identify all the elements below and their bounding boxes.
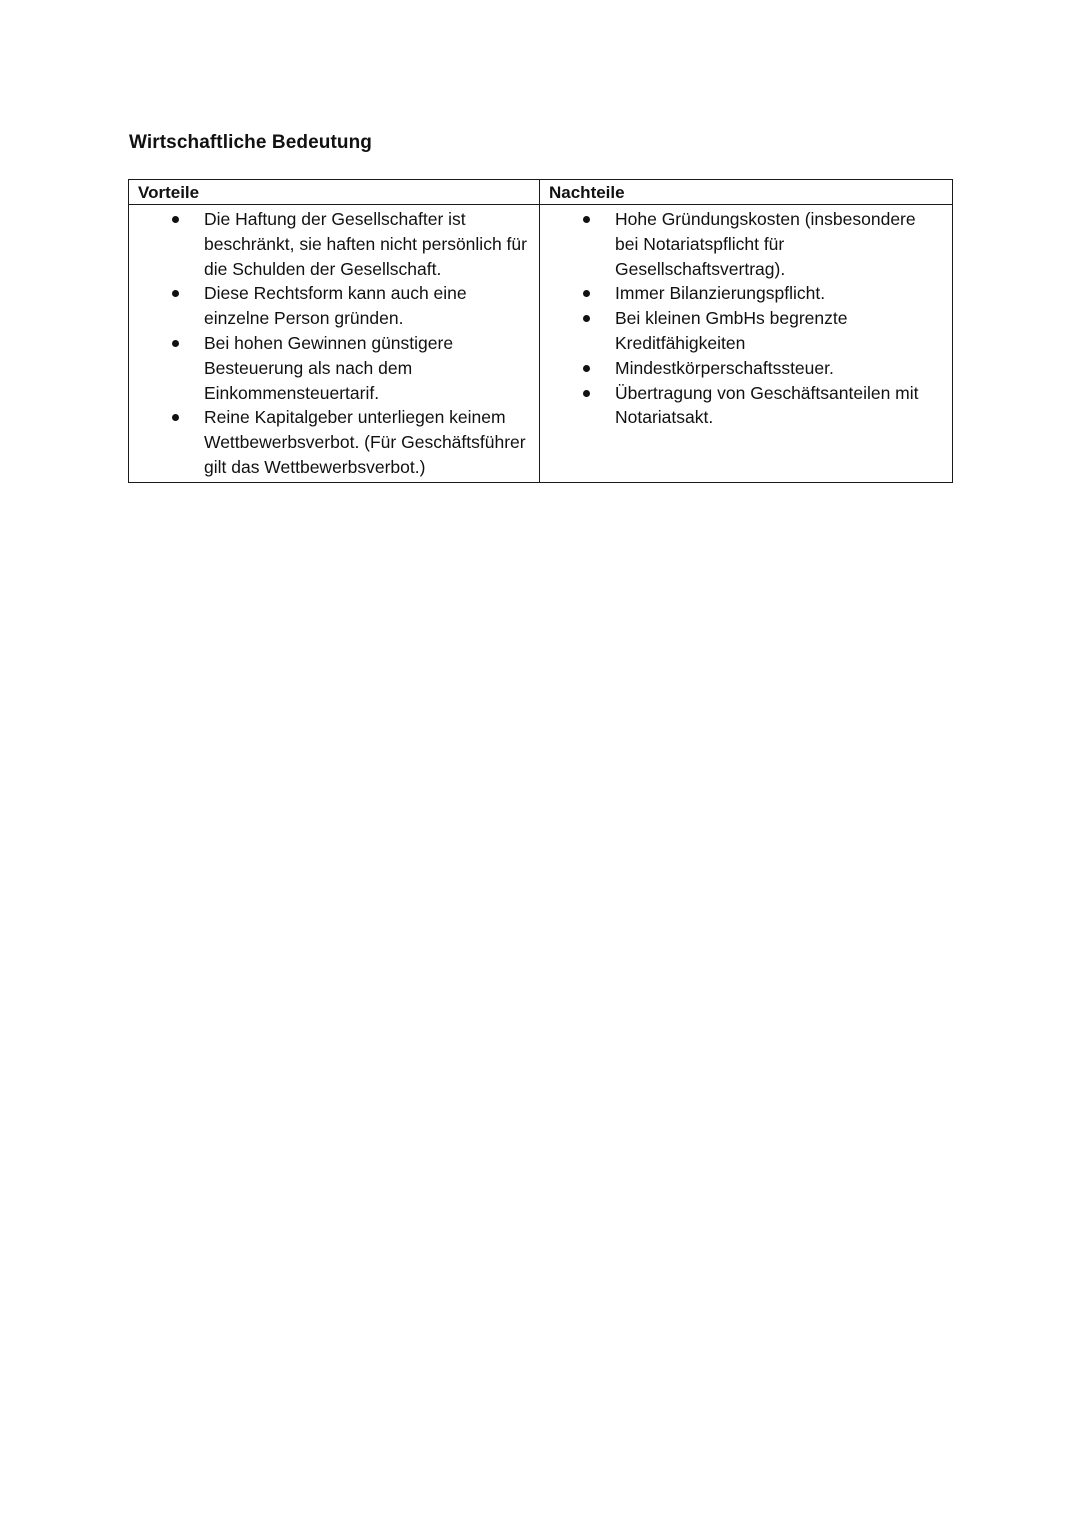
bullet-icon bbox=[172, 290, 179, 297]
bullet-icon bbox=[172, 216, 179, 223]
list-item-text: Immer Bilanzierungspflicht. bbox=[615, 283, 826, 304]
list-item-text: Bei hohen Gewinnen günstigere Besteuerung als nach dem Einkommensteuertarif. bbox=[204, 332, 454, 403]
bullet-icon bbox=[172, 414, 179, 421]
list-item bbox=[129, 331, 527, 405]
table-header-row bbox=[129, 180, 953, 205]
vorteile-cell bbox=[129, 205, 540, 483]
list-item bbox=[540, 381, 940, 431]
bullet-icon bbox=[583, 390, 590, 397]
bullet-icon bbox=[583, 216, 590, 223]
bullet-icon bbox=[583, 290, 590, 297]
list-item-text: Mindestkörperschaftssteuer. bbox=[615, 357, 834, 378]
list-item bbox=[129, 207, 527, 281]
column-header-vorteile: Vorteile bbox=[129, 180, 540, 205]
list-item-text: Diese Rechtsform kann auch eine einzelne Person gründen. bbox=[204, 283, 467, 329]
column-header-nachteile: Nachteile bbox=[540, 180, 953, 205]
pros-cons-table bbox=[128, 179, 953, 483]
nachteile-list bbox=[540, 207, 940, 430]
list-item bbox=[129, 405, 527, 479]
bullet-icon bbox=[583, 315, 590, 322]
bullet-icon bbox=[583, 365, 590, 372]
list-item-text: Reine Kapitalgeber unterliegen keinem Wettbewerbsverbot. (Für Geschäftsführer gilt das Wettbewerbsverbot.) bbox=[204, 407, 526, 477]
bullet-icon bbox=[172, 340, 179, 347]
list-item bbox=[540, 281, 940, 306]
list-item bbox=[129, 281, 527, 331]
list-item-text: Bei kleinen GmbHs begrenzte Kreditfähigkeiten bbox=[615, 308, 848, 353]
list-item-text: Die Haftung der Gesellschafter ist beschränkt, sie haften nicht persönlich für die Schulden der Gesellschaft. bbox=[204, 209, 527, 279]
vorteile-list bbox=[129, 207, 527, 480]
list-item bbox=[540, 306, 940, 356]
list-item-text: Übertragung von Geschäftsanteilen mit Notariatsakt. bbox=[615, 382, 919, 428]
page-title: Wirtschaftliche Bedeutung bbox=[129, 132, 373, 153]
list-item bbox=[540, 356, 940, 381]
nachteile-cell bbox=[540, 205, 953, 483]
list-item bbox=[540, 207, 940, 281]
list-item-text: Hohe Gründungskosten (insbesondere bei Notariatspflicht für Gesellschaftsvertrag). bbox=[615, 209, 916, 279]
table-row bbox=[129, 205, 953, 483]
